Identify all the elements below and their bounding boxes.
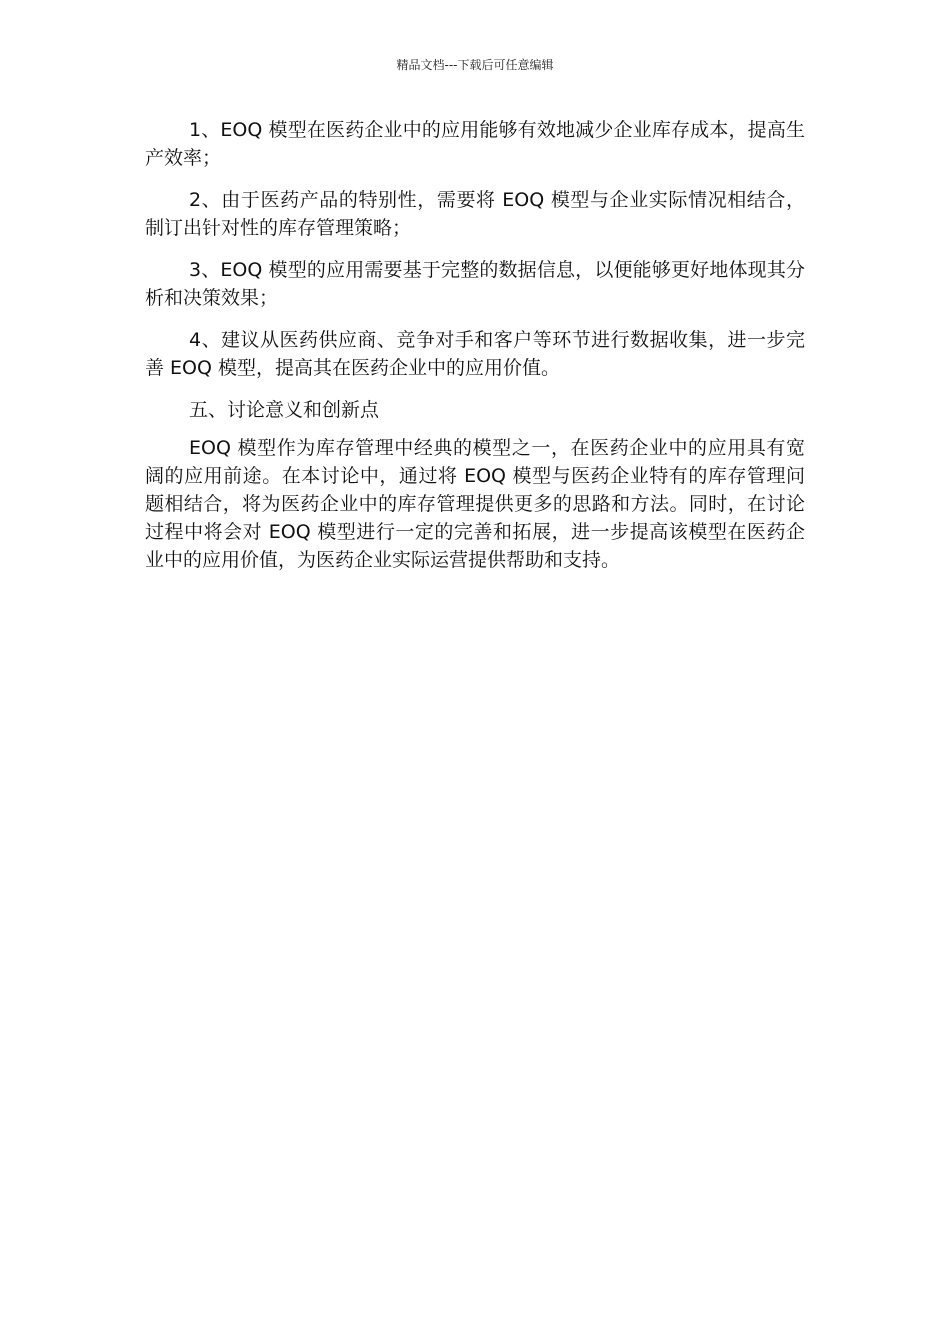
page-header: 精品文档---下载后可任意编辑 <box>396 58 554 72</box>
section-heading: 五、讨论意义和创新点 <box>189 399 380 421</box>
paragraph-conclusion-4: 4、建议从医药供应商、竞争对手和客户等环节进行数据收集，进一步完善 EOQ 模型，提高其在医药企业中的应用价值。 <box>145 329 805 379</box>
paragraph-conclusion-3: 3、EOQ 模型的应用需要基于完整的数据信息，以便能够更好地体现其分析和决策效果； <box>145 259 805 309</box>
paragraph-significance: EOQ 模型作为库存管理中经典的模型之一，在医药企业中的应用具有宽阔的应用前途。在本讨论中，通过将 EOQ 模型与医药企业特有的库存管理问题相结合，将为医药企业中的库存管理提供更多的思路和方法。同时，在讨论过程中将会对 EOQ 模型进行一定的完善和拓展，进一步提高该模型在医药企业中的应用价值，为医药企业实际运营提供帮助和支持。 <box>145 437 805 571</box>
paragraph-conclusion-1: 1、EOQ 模型在医药企业中的应用能够有效地减少企业库存成本，提高生产效率； <box>145 119 805 169</box>
paragraph-conclusion-2: 2、由于医药产品的特别性，需要将 EOQ 模型与企业实际情况相结合，制订出针对性的库存管理策略； <box>145 189 805 239</box>
document-body <box>145 116 805 588</box>
